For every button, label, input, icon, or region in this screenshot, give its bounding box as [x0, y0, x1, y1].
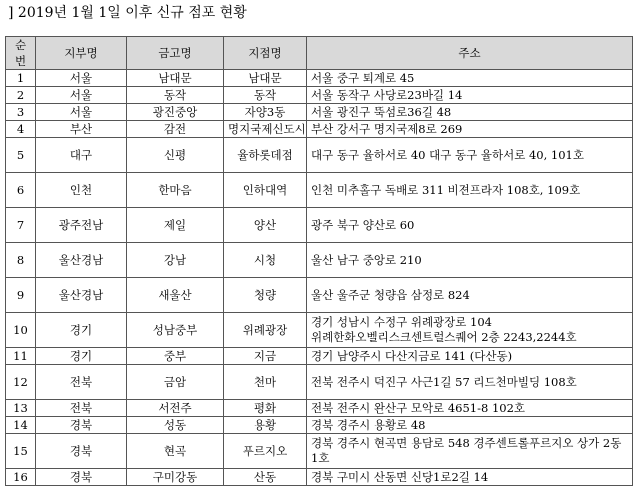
- table-row: [6, 434, 633, 469]
- cell-number: 2: [6, 87, 36, 104]
- cell-number: 4: [6, 121, 36, 138]
- cell-bank: 새울산: [127, 278, 224, 313]
- table-row: [6, 243, 633, 278]
- cell-branch: 양산: [224, 208, 307, 243]
- cell-number: 16: [6, 469, 36, 486]
- table-row: [6, 87, 633, 104]
- cell-bank: 신평: [127, 138, 224, 173]
- table-row: [6, 173, 633, 208]
- table-row: [6, 400, 633, 417]
- cell-address: 경북 경주시 현곡면 용담로 548 경주센트롤푸르지오 상가 2동 1호: [307, 434, 633, 469]
- cell-number: 6: [6, 173, 36, 208]
- cell-address: 서울 중구 퇴계로 45: [307, 70, 633, 87]
- cell-region: 경기: [36, 313, 127, 348]
- cell-branch: 인하대역: [224, 173, 307, 208]
- cell-bank: 현곡: [127, 434, 224, 469]
- cell-region: 경북: [36, 469, 127, 486]
- cell-region: 전북: [36, 365, 127, 400]
- col-header-branch: 지점명: [224, 37, 307, 70]
- table-row: [6, 417, 633, 434]
- cell-region: 인천: [36, 173, 127, 208]
- cell-number: 8: [6, 243, 36, 278]
- table-row: [6, 278, 633, 313]
- cell-number: 15: [6, 434, 36, 469]
- table-header-row: [6, 37, 633, 70]
- cell-region: 울산경남: [36, 243, 127, 278]
- cell-address: 인천 미추홀구 독배로 311 비젼프라자 108호, 109호: [307, 173, 633, 208]
- cell-branch: 동작: [224, 87, 307, 104]
- cell-bank: 서전주: [127, 400, 224, 417]
- cell-branch: 푸르지오: [224, 434, 307, 469]
- cell-region: 부산: [36, 121, 127, 138]
- table-row: [6, 104, 633, 121]
- table-row: [6, 469, 633, 486]
- table-row: [6, 313, 633, 348]
- cell-address: 서울 동작구 사당로23바길 14: [307, 87, 633, 104]
- cell-region: 서울: [36, 70, 127, 87]
- cell-branch: 남대문: [224, 70, 307, 87]
- cell-branch: 천마: [224, 365, 307, 400]
- cell-region: 광주전남: [36, 208, 127, 243]
- cell-bank: 성동: [127, 417, 224, 434]
- table-row: [6, 70, 633, 87]
- cell-region: 경북: [36, 434, 127, 469]
- cell-branch: 위례광장: [224, 313, 307, 348]
- cell-bank: 강남: [127, 243, 224, 278]
- cell-number: 11: [6, 348, 36, 365]
- table-row: [6, 348, 633, 365]
- cell-number: 7: [6, 208, 36, 243]
- cell-address: 울산 울주군 청량읍 삼정로 824: [307, 278, 633, 313]
- cell-branch: 지금: [224, 348, 307, 365]
- cell-address: 전북 전주시 덕진구 사근1길 57 리드천마빌딩 108호: [307, 365, 633, 400]
- cell-address: 경북 구미시 산동면 신당1로2길 14: [307, 469, 633, 486]
- cell-address: 경기 남양주시 다산지금로 141 (다산동): [307, 348, 633, 365]
- cell-bank: 남대문: [127, 70, 224, 87]
- cell-number: 10: [6, 313, 36, 348]
- cell-address: 서울 광진구 뚝섬로36길 48: [307, 104, 633, 121]
- page-title: ] 2019년 1월 1일 이후 신규 점포 현황: [8, 5, 247, 21]
- table-row: [6, 121, 633, 138]
- col-header-address: 주소: [307, 37, 633, 70]
- branch-table: [5, 36, 633, 486]
- cell-number: 13: [6, 400, 36, 417]
- cell-region: 서울: [36, 104, 127, 121]
- cell-region: 울산경남: [36, 278, 127, 313]
- cell-bank: 구미강동: [127, 469, 224, 486]
- cell-bank: 중부: [127, 348, 224, 365]
- cell-branch: 평화: [224, 400, 307, 417]
- table-row: [6, 365, 633, 400]
- cell-region: 경기: [36, 348, 127, 365]
- cell-bank: 금암: [127, 365, 224, 400]
- cell-address: 경기 성남시 수정구 위례광장로 104 위례한화오벨리스크센트럴스퀘어 2층 2243,2244호: [307, 313, 633, 348]
- col-header-region: 지부명: [36, 37, 127, 70]
- cell-branch: 산동: [224, 469, 307, 486]
- cell-number: 3: [6, 104, 36, 121]
- cell-number: 5: [6, 138, 36, 173]
- cell-bank: 성남중부: [127, 313, 224, 348]
- cell-address: 부산 강서구 명지국제8로 269: [307, 121, 633, 138]
- cell-region: 대구: [36, 138, 127, 173]
- cell-branch: 명지국제신도시: [224, 121, 307, 138]
- cell-address: 광주 북구 양산로 60: [307, 208, 633, 243]
- cell-number: 1: [6, 70, 36, 87]
- table-row: [6, 208, 633, 243]
- cell-address: 전북 전주시 완산구 모악로 4651-8 102호: [307, 400, 633, 417]
- table-row: [6, 138, 633, 173]
- cell-branch: 청량: [224, 278, 307, 313]
- cell-number: 14: [6, 417, 36, 434]
- cell-bank: 광진중앙: [127, 104, 224, 121]
- cell-branch: 율하롯데점: [224, 138, 307, 173]
- cell-branch: 시청: [224, 243, 307, 278]
- cell-branch: 용황: [224, 417, 307, 434]
- cell-region: 서울: [36, 87, 127, 104]
- cell-branch: 자양3동: [224, 104, 307, 121]
- cell-bank: 제일: [127, 208, 224, 243]
- cell-number: 12: [6, 365, 36, 400]
- col-header-bank: 금고명: [127, 37, 224, 70]
- cell-address: 울산 남구 중앙로 210: [307, 243, 633, 278]
- cell-region: 전북: [36, 400, 127, 417]
- cell-address: 대구 동구 율하서로 40 대구 동구 율하서로 40, 101호: [307, 138, 633, 173]
- cell-bank: 한마음: [127, 173, 224, 208]
- cell-region: 경북: [36, 417, 127, 434]
- cell-number: 9: [6, 278, 36, 313]
- cell-bank: 감전: [127, 121, 224, 138]
- cell-bank: 동작: [127, 87, 224, 104]
- cell-address: 경북 경주시 용황로 48: [307, 417, 633, 434]
- col-header-number: 순번: [6, 37, 36, 70]
